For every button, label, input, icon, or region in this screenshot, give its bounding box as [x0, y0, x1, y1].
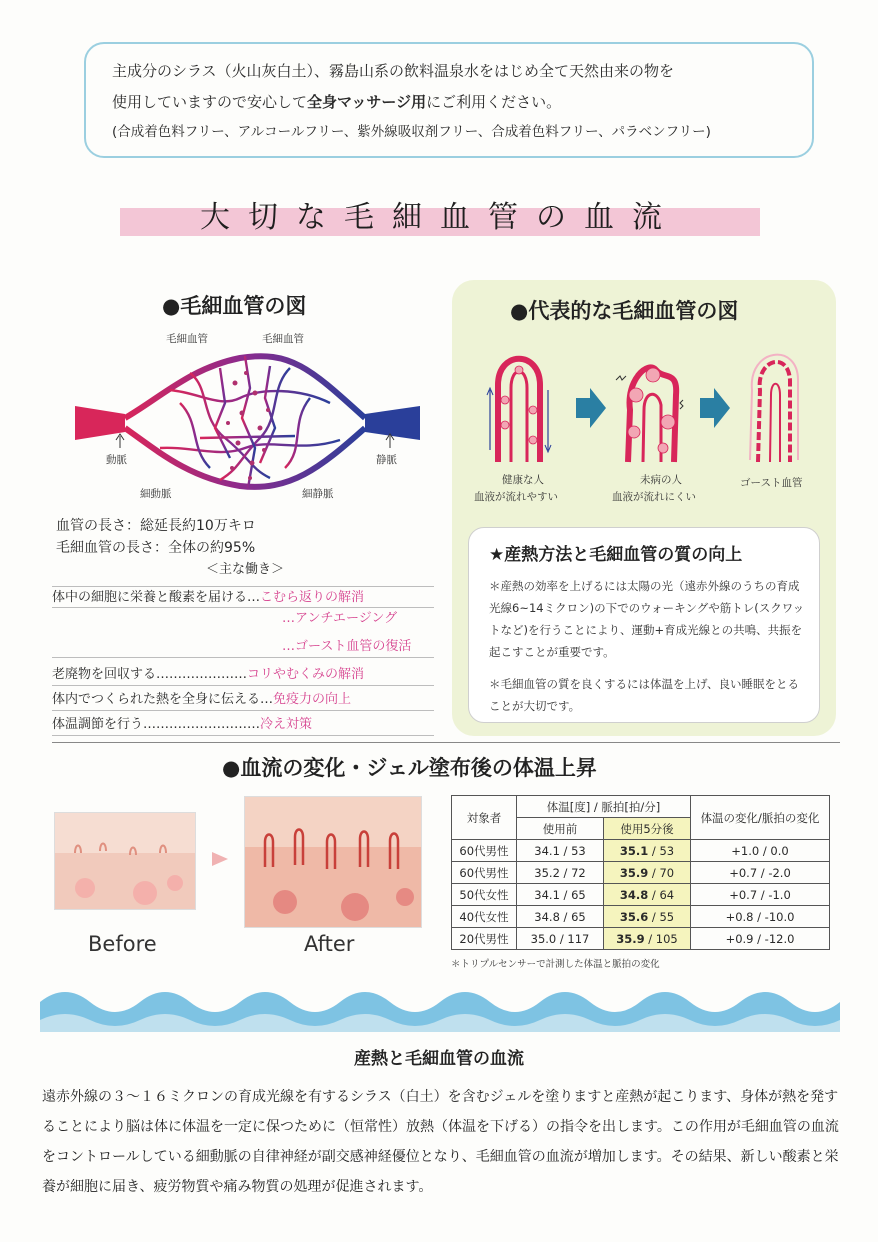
cell-before: 35.2 / 72 — [517, 862, 604, 884]
intro-line2 — [112, 87, 792, 118]
col-temp-pulse: 体温[度] / 脈拍[拍/分] — [517, 796, 691, 818]
cell-after-temp: 35.6 — [619, 909, 649, 924]
function-effect: …アンチエージング — [282, 611, 398, 626]
cell-change: +0.7 / -1.0 — [691, 884, 830, 906]
function-effect: こむら返りの解消 — [260, 590, 365, 605]
table-row — [452, 840, 830, 862]
table-row — [452, 928, 830, 950]
cell-after — [604, 906, 691, 928]
cell-after-temp: 34.8 — [619, 887, 649, 902]
intro-line2-pre: 使用していますので安心して — [112, 93, 308, 111]
stat-vessel-length: 血管の長さ：総延長約10万キロ — [56, 518, 256, 534]
table-note: ＊トリプルセンサーで計測した体温と脈拍の変化 — [451, 959, 660, 970]
fig1-label: 健康な人 — [502, 474, 544, 486]
function-text: 体内でつくられた熱を全身に伝える… — [52, 692, 274, 707]
cell-after-temp: 35.1 — [619, 843, 649, 858]
after-caption: After — [304, 932, 355, 956]
cell-after — [604, 840, 691, 862]
fig2-sublabel: 血液が流れにくい — [612, 491, 696, 503]
function-effect: 免疫力の向上 — [273, 692, 352, 707]
function-effect: 冷え対策 — [260, 717, 313, 732]
col-after: 使用5分後 — [604, 818, 691, 840]
heat-method-paragraph2: ＊毛細血管の質を良くするには体温を上げ、良い睡眠をとることが大切です。 — [489, 677, 800, 713]
wave-decoration — [40, 982, 840, 1032]
cell-after-pulse: / 55 — [648, 909, 675, 924]
function-text: 体温調節を行う……………………… — [52, 717, 261, 732]
label-arteriole: 細動脈 — [140, 488, 172, 500]
cell-subject: 50代女性 — [452, 884, 517, 906]
pre-disease-capillary — [616, 367, 683, 462]
cell-after — [604, 862, 691, 884]
cell-change: +0.8 / -10.0 — [691, 906, 830, 928]
artery-trunk — [75, 406, 125, 440]
label-capillary-right: 毛細血管 — [262, 333, 304, 345]
cell-before: 34.8 / 65 — [517, 906, 604, 928]
col-change: 体温の変化/脈拍の変化 — [691, 796, 830, 840]
ghost-capillary — [750, 355, 798, 462]
cell-after-temp: 35.9 — [616, 931, 645, 946]
fig2-label: 未病の人 — [640, 474, 682, 486]
cell-before: 35.0 / 117 — [517, 928, 604, 950]
function-text: 体中の細胞に栄養と酸素を届ける… — [52, 590, 261, 605]
before-caption: Before — [88, 932, 157, 956]
page-title: 大切な毛細血管の血流 — [200, 200, 680, 235]
typical-heading: ●代表的な毛細血管の図 — [510, 299, 739, 323]
heat-method-box — [468, 527, 820, 723]
cell-after — [604, 928, 691, 950]
before-photo — [54, 812, 196, 910]
stat-capillary-share: 毛細血管の長さ：全体の約95% — [56, 540, 256, 556]
healthy-capillary — [487, 359, 551, 462]
intro-box — [84, 42, 814, 158]
arrow-right-icon — [210, 850, 230, 868]
table-row — [452, 862, 830, 884]
cell-change: +1.0 / 0.0 — [691, 840, 830, 862]
col-subject: 対象者 — [452, 796, 517, 840]
footer-text: 遠赤外線の３～１６ミクロンの育成光線を有するシラス（白土）を含むジェルを塗りますと産熱が起こります、身体が熱を発することにより脳は体に体温を一定に保つために（恒常性）放熱（体温を下げる）の指令を出します。この作用が毛細血管の血流をコントロールしている細動脈の自律神経が副交感神経優位となり、毛細血管の血流が増加します。その結果、新しい酸素と栄養が細胞に届き、疲労物質や痛み物質の処理が促進されます。 — [42, 1089, 839, 1195]
col-before: 使用前 — [517, 818, 604, 840]
cell-before: 34.1 / 65 — [517, 884, 604, 906]
fig3-label: ゴースト血管 — [740, 477, 803, 489]
intro-line2-post: にご利用ください。 — [426, 93, 562, 111]
intro-line3: (合成着色料フリー、アルコールフリー、紫外線吸収剤フリー、合成着色料フリー、パラベンフリー) — [112, 124, 711, 140]
cell-after-temp: 35.9 — [619, 865, 649, 880]
cell-subject: 40代女性 — [452, 906, 517, 928]
function-row — [52, 664, 434, 686]
flow-heading: ●血流の変化・ジェル塗布後の体温上昇 — [222, 756, 597, 780]
diagram-heading: ●毛細血管の図 — [162, 294, 307, 318]
fig1-sublabel: 血液が流れやすい — [474, 491, 558, 503]
heat-method-title: ★産熱方法と毛細血管の質の向上 — [489, 545, 743, 565]
cell-before: 34.1 / 53 — [517, 840, 604, 862]
function-row — [52, 714, 434, 736]
function-row — [52, 586, 434, 608]
table-row — [452, 906, 830, 928]
vein-trunk — [365, 406, 420, 440]
cell-subject: 20代男性 — [452, 928, 517, 950]
cell-after — [604, 884, 691, 906]
cell-subject: 60代男性 — [452, 840, 517, 862]
cell-change: +0.7 / -2.0 — [691, 862, 830, 884]
intro-line1: 主成分のシラス（火山灰白土）、霧島山系の飲料温泉水をはじめ全て天然由来の物を — [112, 62, 675, 80]
typical-capillary-figures — [478, 350, 818, 470]
function-row — [52, 636, 434, 658]
function-effect: コリやむくみの解消 — [247, 667, 365, 682]
arrow-icon — [700, 388, 730, 428]
label-artery: 動脈 — [106, 454, 127, 466]
cell-change: +0.9 / -12.0 — [691, 928, 830, 950]
temperature-table — [451, 795, 830, 950]
table-header-row — [452, 796, 830, 818]
functions-title: ＜主な働き＞ — [206, 562, 285, 577]
function-row — [52, 608, 434, 630]
footer-heading: 産熱と毛細血管の血流 — [354, 1049, 524, 1069]
cell-after-pulse: / 105 — [644, 931, 678, 946]
function-effect: …ゴースト血管の復活 — [282, 639, 412, 654]
label-capillary-left: 毛細血管 — [166, 333, 208, 345]
capillary-network-diagram — [50, 328, 450, 508]
cell-after-pulse: / 70 — [648, 865, 675, 880]
cell-subject: 60代男性 — [452, 862, 517, 884]
label-vein: 静脈 — [376, 454, 397, 466]
cell-after-pulse: / 53 — [648, 843, 675, 858]
after-photo — [244, 796, 422, 928]
arrow-icon — [576, 388, 606, 428]
section-divider — [52, 742, 840, 743]
intro-line2-bold: 全身マッサージ用 — [307, 93, 427, 111]
table-row — [452, 884, 830, 906]
label-venule: 細静脈 — [302, 488, 334, 500]
heat-method-paragraph1: ＊産熱の効率を上げるには太陽の光（遠赤外線のうちの育成光線6~14ミクロン)の下でのウォーキングや筋トレ(スクワットなど)を行うことにより、運動+育成光線との共鳴、共振を起こすことが重要です。 — [489, 579, 805, 659]
cell-after-pulse: / 64 — [648, 887, 675, 902]
function-row — [52, 689, 434, 711]
function-text: 老廃物を回収する………………… — [52, 667, 248, 682]
